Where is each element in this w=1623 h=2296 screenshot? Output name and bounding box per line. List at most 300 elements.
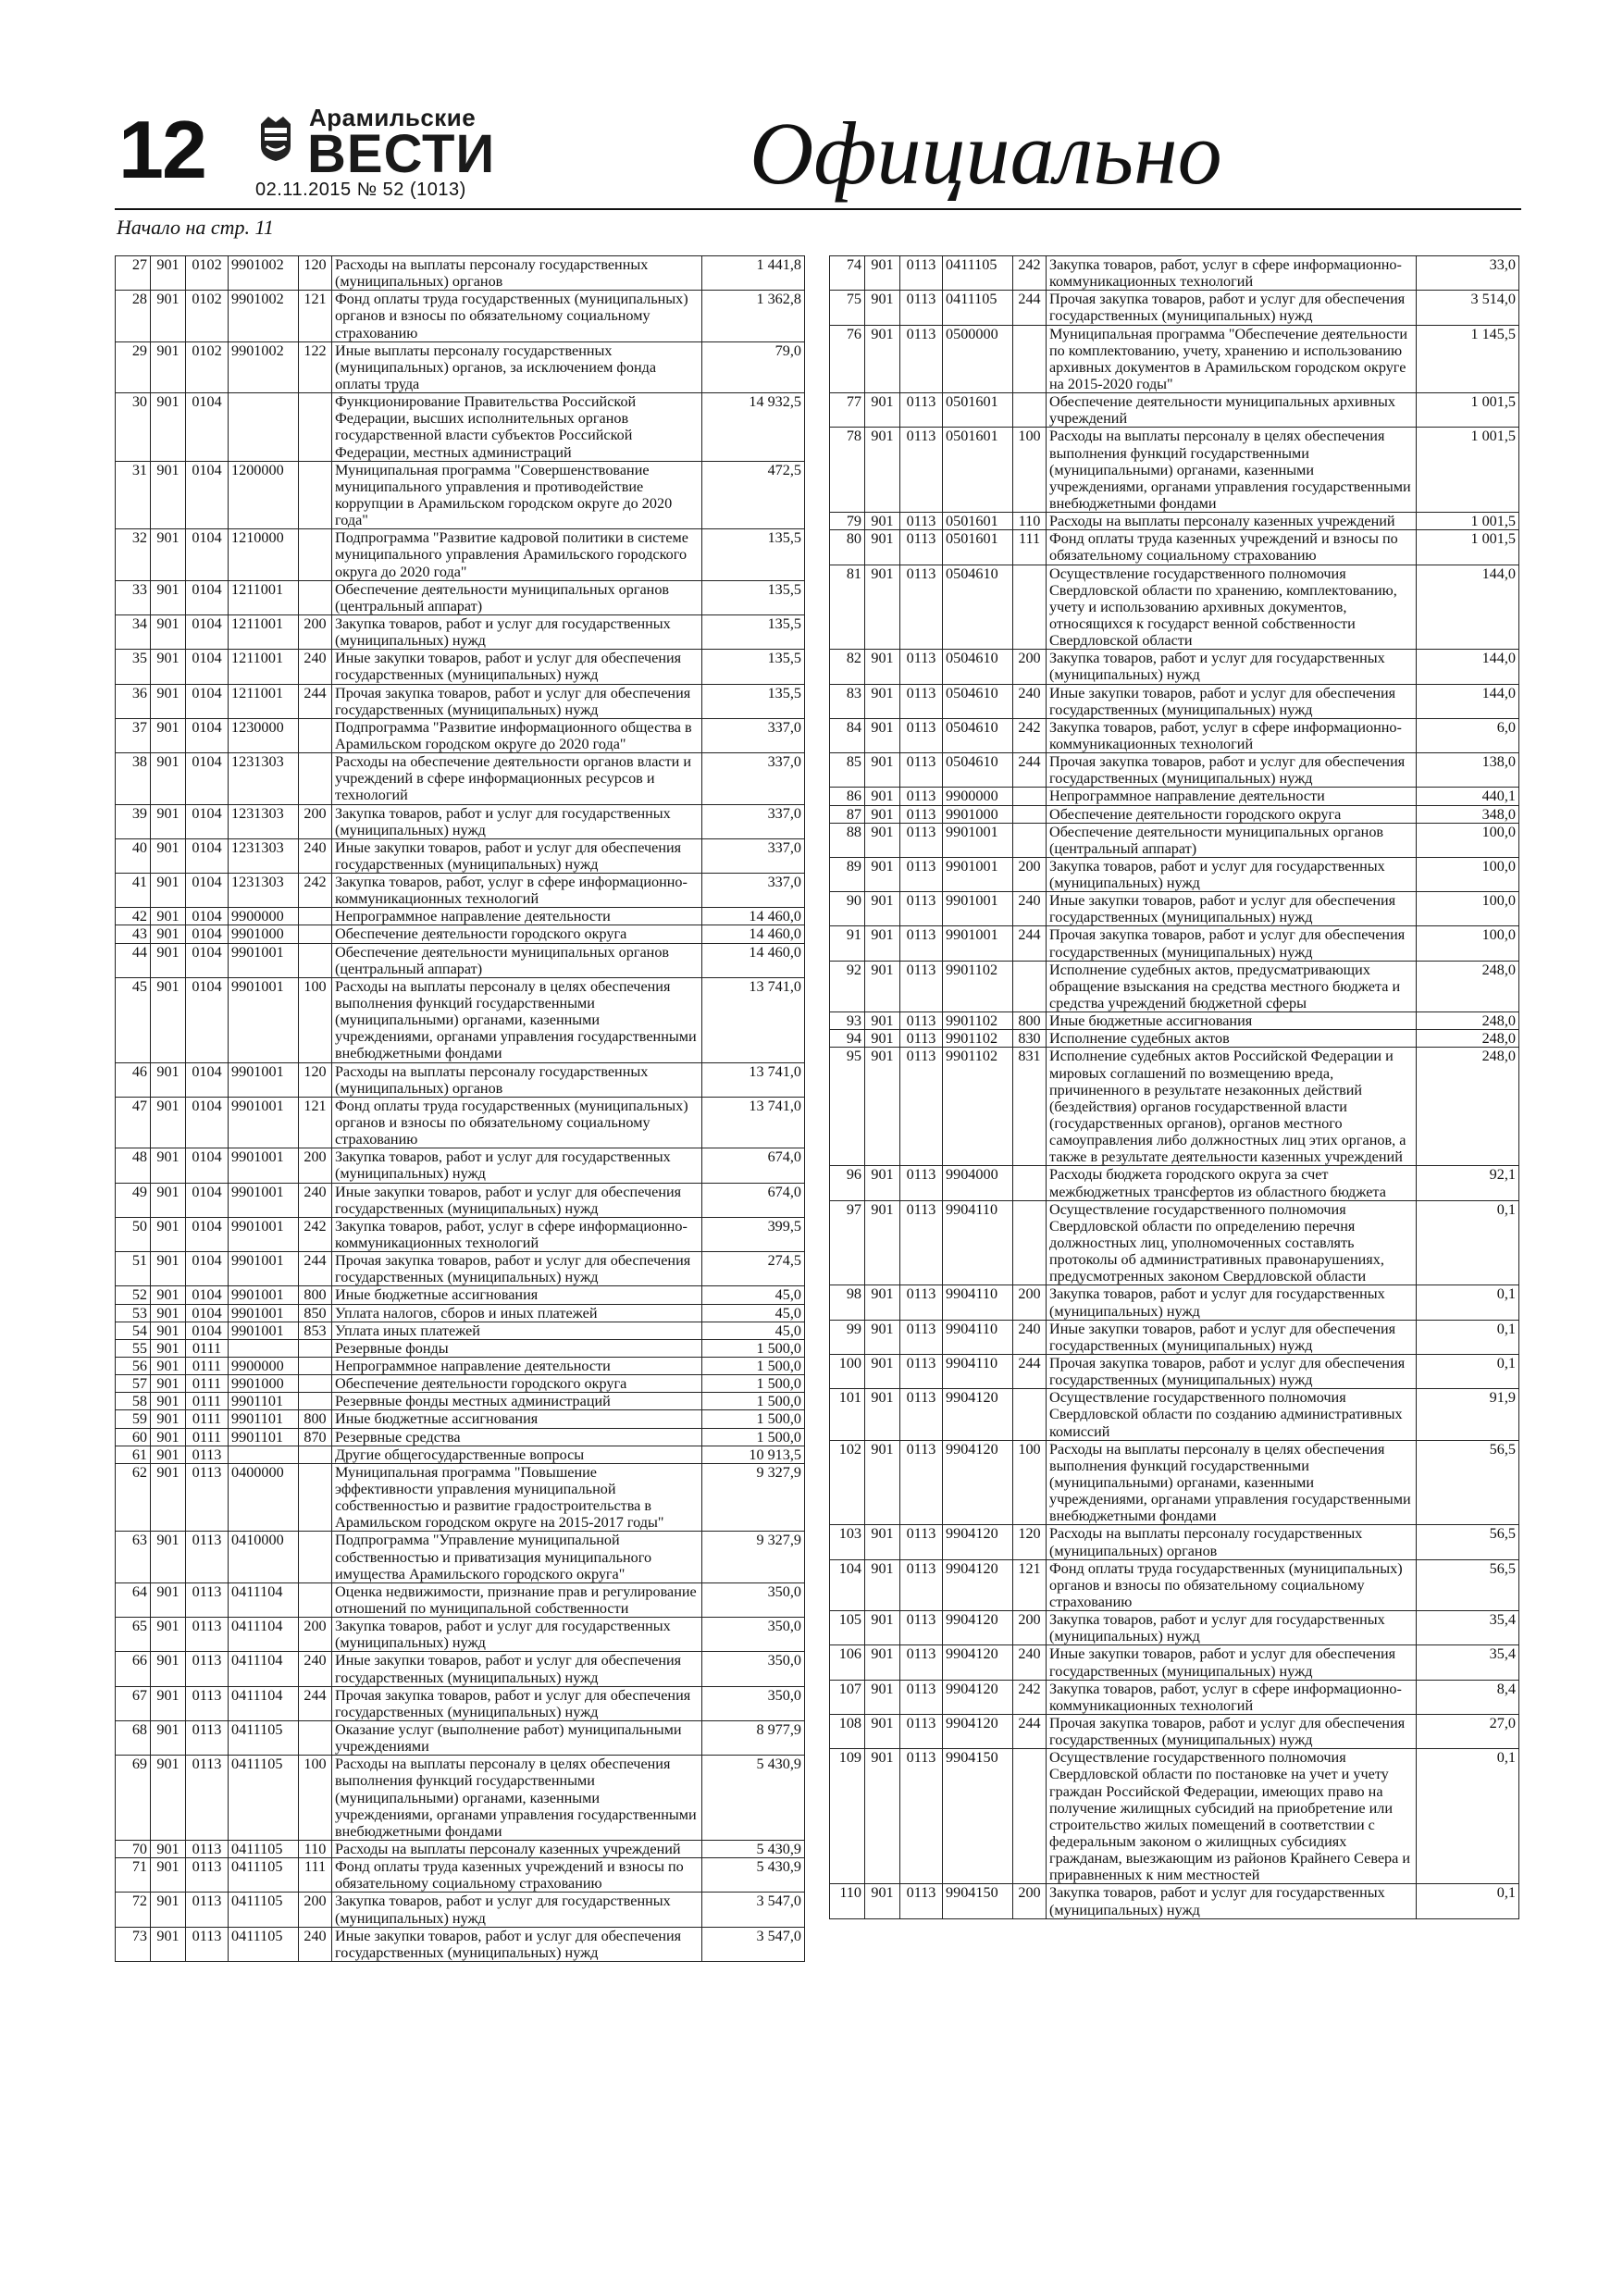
section-code-cell: 0113 [900, 1714, 943, 1748]
target-article-code-cell: 0411105 [943, 256, 1013, 291]
row-number-cell: 55 [116, 1339, 151, 1357]
amount-cell: 144,0 [1417, 650, 1519, 684]
ministry-code-cell: 901 [151, 1893, 186, 1927]
description-cell: Обеспечение деятельности муниципальных органов (центральный аппарат) [332, 580, 702, 614]
section-code-cell: 0113 [900, 1166, 943, 1200]
expense-type-code-cell: 120 [299, 256, 332, 291]
description-cell: Расходы на выплаты персоналу государственных (муниципальных) органов [1047, 1525, 1417, 1559]
section-code-cell: 0113 [900, 1285, 943, 1320]
row-number-cell: 107 [830, 1680, 865, 1714]
description-cell: Закупка товаров, работ, услуг в сфере информационно-коммуникационных технологий [1047, 718, 1417, 752]
ministry-code-cell: 901 [151, 291, 186, 341]
row-number-cell: 89 [830, 857, 865, 891]
expense-type-code-cell: 100 [1013, 1440, 1047, 1525]
description-cell: Муниципальная программа "Повышение эффективности управления муниципальной собственностью и развитие градостроительства в Арамильском городском округе на 2015-2017 годы" [332, 1463, 702, 1532]
target-article-code-cell: 9904120 [943, 1645, 1013, 1680]
amount-cell: 0,1 [1417, 1200, 1519, 1285]
description-cell: Расходы на выплаты персоналу в целях обеспечения выполнения функций государственными (муниципальными) органами, казенными учреждениями, органами управления государственными внебюджетными фондами [332, 977, 702, 1062]
description-cell: Фонд оплаты труда государственных (муниципальных) органов и взносы по обязательному социальному страхованию [332, 291, 702, 341]
row-number-cell: 97 [830, 1200, 865, 1285]
amount-cell: 1 500,0 [702, 1393, 805, 1410]
row-number-cell: 35 [116, 650, 151, 684]
ministry-code-cell: 901 [865, 291, 900, 325]
expense-type-code-cell [299, 718, 332, 752]
table-row [830, 684, 1519, 718]
expense-type-code-cell [299, 1532, 332, 1582]
expense-type-code-cell [299, 1358, 332, 1375]
table-row [116, 1720, 805, 1755]
target-article-code-cell: 9901001 [229, 1217, 299, 1251]
ministry-code-cell: 901 [865, 1680, 900, 1714]
expense-type-code-cell: 200 [1013, 1884, 1047, 1918]
table-row [830, 1645, 1519, 1680]
table-row [116, 580, 805, 614]
target-article-code-cell: 9901000 [229, 1375, 299, 1393]
description-cell: Непрограммное направление деятельности [332, 1358, 702, 1375]
amount-cell: 0,1 [1417, 1320, 1519, 1354]
amount-cell: 0,1 [1417, 1285, 1519, 1320]
continued-from-note: Начало на стр. 11 [117, 216, 274, 239]
table-row [116, 1375, 805, 1393]
target-article-code-cell: 9904110 [943, 1320, 1013, 1354]
expense-type-code-cell: 800 [299, 1410, 332, 1428]
amount-cell: 1 500,0 [702, 1428, 805, 1446]
section-code-cell: 0113 [900, 513, 943, 530]
amount-cell: 100,0 [1417, 892, 1519, 926]
target-article-code-cell: 0411105 [229, 1756, 299, 1841]
amount-cell: 45,0 [702, 1286, 805, 1304]
amount-cell: 440,1 [1417, 788, 1519, 805]
target-article-code-cell: 9901001 [229, 1097, 299, 1148]
table-row [830, 393, 1519, 428]
table-row [116, 838, 805, 873]
ministry-code-cell: 901 [151, 908, 186, 925]
expense-type-code-cell: 830 [1013, 1030, 1047, 1048]
target-article-code-cell: 9901002 [229, 341, 299, 392]
ministry-code-cell: 901 [151, 1582, 186, 1617]
description-cell: Прочая закупка товаров, работ и услуг для обеспечения государственных (муниципальных) нужд [332, 684, 702, 718]
table-row [116, 1097, 805, 1148]
row-number-cell: 48 [116, 1148, 151, 1183]
description-cell: Иные закупки товаров, работ и услуг для обеспечения государственных (муниципальных) нужд [332, 1927, 702, 1961]
row-number-cell: 74 [830, 256, 865, 291]
target-article-code-cell: 9904110 [943, 1200, 1013, 1285]
table-row [116, 925, 805, 943]
row-number-cell: 38 [116, 753, 151, 804]
description-cell: Оказание услуг (выполнение работ) муниципальными учреждениями [332, 1720, 702, 1755]
description-cell: Фонд оплаты труда государственных (муниципальных) органов и взносы по обязательному социальному страхованию [1047, 1559, 1417, 1610]
ministry-code-cell: 901 [151, 943, 186, 977]
amount-cell: 350,0 [702, 1618, 805, 1652]
description-cell: Исполнение судебных актов [1047, 1030, 1417, 1048]
amount-cell: 337,0 [702, 804, 805, 838]
target-article-code-cell: 0504610 [943, 684, 1013, 718]
amount-cell: 5 430,9 [702, 1756, 805, 1841]
table-row [116, 874, 805, 908]
target-article-code-cell: 9901102 [943, 1012, 1013, 1030]
amount-cell: 144,0 [1417, 684, 1519, 718]
row-number-cell: 62 [116, 1463, 151, 1532]
expense-type-code-cell: 200 [1013, 1611, 1047, 1645]
row-number-cell: 75 [830, 291, 865, 325]
description-cell: Прочая закупка товаров, работ и услуг для обеспечения государственных (муниципальных) нужд [332, 1252, 702, 1286]
amount-cell: 91,9 [1417, 1389, 1519, 1440]
description-cell: Непрограммное направление деятельности [332, 908, 702, 925]
description-cell: Иные закупки товаров, работ и услуг для обеспечения государственных (муниципальных) нужд [332, 1652, 702, 1686]
ministry-code-cell: 901 [865, 926, 900, 961]
ministry-code-cell: 901 [151, 1097, 186, 1148]
description-cell: Закупка товаров, работ и услуг для государственных (муниципальных) нужд [332, 614, 702, 649]
amount-cell: 350,0 [702, 1652, 805, 1686]
row-number-cell: 28 [116, 291, 151, 341]
amount-cell: 135,5 [702, 650, 805, 684]
description-cell: Муниципальная программа "Совершенствование муниципального управления и противодействие коррупции в Арамильском городском округе до 2020 года" [332, 461, 702, 529]
row-number-cell: 82 [830, 650, 865, 684]
ministry-code-cell: 901 [151, 977, 186, 1062]
target-article-code-cell: 1231303 [229, 804, 299, 838]
target-article-code-cell: 9901102 [943, 961, 1013, 1011]
ministry-code-cell: 901 [151, 1286, 186, 1304]
description-cell: Прочая закупка товаров, работ и услуг для обеспечения государственных (муниципальных) нужд [1047, 291, 1417, 325]
row-number-cell: 37 [116, 718, 151, 752]
amount-cell: 14 932,5 [702, 393, 805, 462]
expense-type-code-cell: 200 [1013, 857, 1047, 891]
description-cell: Прочая закупка товаров, работ и услуг для обеспечения государственных (муниципальных) нужд [1047, 926, 1417, 961]
amount-cell: 13 741,0 [702, 1097, 805, 1148]
table-row [116, 291, 805, 341]
ministry-code-cell: 901 [151, 393, 186, 462]
ministry-code-cell: 901 [151, 1148, 186, 1183]
section-code-cell: 0113 [186, 1463, 229, 1532]
target-article-code-cell: 0501601 [943, 530, 1013, 565]
row-number-cell: 76 [830, 325, 865, 393]
target-article-code-cell [229, 1339, 299, 1357]
amount-cell: 135,5 [702, 529, 805, 580]
ministry-code-cell: 901 [865, 1714, 900, 1748]
expense-type-code-cell: 244 [1013, 753, 1047, 788]
ministry-code-cell: 901 [151, 1532, 186, 1582]
table-row [830, 788, 1519, 805]
target-article-code-cell: 9904120 [943, 1611, 1013, 1645]
section-code-cell: 0113 [900, 1645, 943, 1680]
amount-cell: 248,0 [1417, 1048, 1519, 1166]
section-code-cell: 0113 [186, 1652, 229, 1686]
expense-type-code-cell: 121 [299, 1097, 332, 1148]
target-article-code-cell: 0411104 [229, 1652, 299, 1686]
section-code-cell: 0113 [900, 823, 943, 857]
description-cell: Уплата иных платежей [332, 1322, 702, 1339]
row-number-cell: 67 [116, 1686, 151, 1720]
table-row [830, 1440, 1519, 1525]
row-number-cell: 79 [830, 513, 865, 530]
section-code-cell: 0104 [186, 393, 229, 462]
description-cell: Расходы на обеспечение деятельности органов власти и учреждений в сфере информационных ресурсов и технологий [332, 753, 702, 804]
section-code-cell: 0104 [186, 614, 229, 649]
newspaper-logo[interactable] [257, 102, 496, 185]
row-number-cell: 110 [830, 1884, 865, 1918]
description-cell: Расходы на выплаты персоналу в целях обеспечения выполнения функций государственными (муниципальными) органами, казенными учреждениями, органами управления государственными внебюджетными фондами [1047, 1440, 1417, 1525]
ministry-code-cell: 901 [151, 804, 186, 838]
ministry-code-cell: 901 [865, 892, 900, 926]
expense-type-code-cell [299, 1446, 332, 1463]
section-code-cell: 0111 [186, 1375, 229, 1393]
description-cell: Обеспечение деятельности муниципальных архивных учреждений [1047, 393, 1417, 428]
ministry-code-cell: 901 [865, 256, 900, 291]
ministry-code-cell: 901 [865, 788, 900, 805]
table-row [830, 256, 1519, 291]
ministry-code-cell: 901 [865, 1355, 900, 1389]
amount-cell: 138,0 [1417, 753, 1519, 788]
row-number-cell: 40 [116, 838, 151, 873]
ministry-code-cell: 901 [865, 1749, 900, 1884]
section-code-cell: 0104 [186, 580, 229, 614]
table-row [116, 393, 805, 462]
target-article-code-cell: 9901001 [229, 1252, 299, 1286]
ministry-code-cell: 901 [865, 1048, 900, 1166]
ministry-code-cell: 901 [151, 925, 186, 943]
description-cell: Прочая закупка товаров, работ и услуг для обеспечения государственных (муниципальных) нужд [1047, 753, 1417, 788]
description-cell: Муниципальная программа "Обеспечение деятельности по комплектованию, учету, хранению и использованию архивных документов в Арамильском городском округе на 2015-2020 годы" [1047, 325, 1417, 393]
expense-type-code-cell [299, 580, 332, 614]
table-row [830, 1714, 1519, 1748]
expense-type-code-cell: 240 [1013, 1320, 1047, 1354]
target-article-code-cell: 9900000 [229, 908, 299, 925]
target-article-code-cell: 1210000 [229, 529, 299, 580]
expense-type-code-cell: 110 [1013, 513, 1047, 530]
section-code-cell: 0113 [900, 753, 943, 788]
table-row [830, 428, 1519, 513]
description-cell: Иные закупки товаров, работ и услуг для обеспечения государственных (муниципальных) нужд [332, 838, 702, 873]
table-row [116, 1686, 805, 1720]
expense-type-code-cell: 244 [299, 1252, 332, 1286]
expense-type-code-cell: 853 [299, 1322, 332, 1339]
section-code-cell: 0113 [900, 650, 943, 684]
row-number-cell: 59 [116, 1410, 151, 1428]
amount-cell: 56,5 [1417, 1559, 1519, 1610]
table-row [830, 530, 1519, 565]
section-code-cell: 0104 [186, 874, 229, 908]
row-number-cell: 93 [830, 1012, 865, 1030]
ministry-code-cell: 901 [865, 530, 900, 565]
section-code-cell: 0113 [900, 325, 943, 393]
target-article-code-cell: 0411104 [229, 1582, 299, 1617]
amount-cell: 337,0 [702, 838, 805, 873]
row-number-cell: 100 [830, 1355, 865, 1389]
row-number-cell: 72 [116, 1893, 151, 1927]
expense-type-code-cell: 110 [299, 1840, 332, 1857]
amount-cell: 3 547,0 [702, 1893, 805, 1927]
expense-type-code-cell: 100 [1013, 428, 1047, 513]
target-article-code-cell: 9904120 [943, 1559, 1013, 1610]
expense-type-code-cell: 242 [1013, 256, 1047, 291]
row-number-cell: 70 [116, 1840, 151, 1857]
row-number-cell: 63 [116, 1532, 151, 1582]
page-number: 12 [118, 104, 205, 195]
expense-type-code-cell: 244 [1013, 1714, 1047, 1748]
logo-main-text: ВЕСТИ [307, 124, 496, 184]
budget-table-right [829, 255, 1519, 1919]
expense-type-code-cell: 200 [1013, 650, 1047, 684]
ministry-code-cell: 901 [151, 650, 186, 684]
description-cell: Оценка недвижимости, признание прав и регулирование отношений по муниципальной собственности [332, 1582, 702, 1617]
table-row [116, 804, 805, 838]
amount-cell: 1 441,8 [702, 256, 805, 291]
target-article-code-cell: 1231303 [229, 838, 299, 873]
description-cell: Иные закупки товаров, работ и услуг для обеспечения государственных (муниципальных) нужд [332, 650, 702, 684]
expense-type-code-cell [299, 943, 332, 977]
section-code-cell: 0104 [186, 804, 229, 838]
description-cell: Непрограммное направление деятельности [1047, 788, 1417, 805]
description-cell: Прочая закупка товаров, работ и услуг для обеспечения государственных (муниципальных) нужд [1047, 1714, 1417, 1748]
target-article-code-cell: 1211001 [229, 684, 299, 718]
section-code-cell: 0104 [186, 943, 229, 977]
expense-type-code-cell [1013, 565, 1047, 650]
row-number-cell: 81 [830, 565, 865, 650]
amount-cell: 8 977,9 [702, 1720, 805, 1755]
ministry-code-cell: 901 [151, 1686, 186, 1720]
description-cell: Подпрограмма "Развитие кадровой политики в системе муниципального управления Арамильского городского округа до 2020 года" [332, 529, 702, 580]
target-article-code-cell: 9901102 [943, 1048, 1013, 1166]
target-article-code-cell: 0411105 [943, 291, 1013, 325]
row-number-cell: 34 [116, 614, 151, 649]
ministry-code-cell: 901 [151, 1858, 186, 1893]
row-number-cell: 94 [830, 1030, 865, 1048]
ministry-code-cell: 901 [151, 753, 186, 804]
amount-cell: 274,5 [702, 1252, 805, 1286]
amount-cell: 5 430,9 [702, 1858, 805, 1893]
ministry-code-cell: 901 [151, 1720, 186, 1755]
ministry-code-cell: 901 [151, 874, 186, 908]
expense-type-code-cell: 242 [1013, 718, 1047, 752]
expense-type-code-cell: 244 [1013, 1355, 1047, 1389]
amount-cell: 1 362,8 [702, 291, 805, 341]
amount-cell: 135,5 [702, 684, 805, 718]
section-code-cell: 0113 [900, 565, 943, 650]
section-code-cell: 0113 [900, 1355, 943, 1389]
amount-cell: 100,0 [1417, 857, 1519, 891]
section-code-cell: 0104 [186, 529, 229, 580]
expense-type-code-cell: 831 [1013, 1048, 1047, 1166]
expense-type-code-cell [299, 1375, 332, 1393]
table-row [116, 461, 805, 529]
description-cell: Иные выплаты персоналу государственных (муниципальных) органов, за исключением фонда оплаты труда [332, 341, 702, 392]
row-number-cell: 103 [830, 1525, 865, 1559]
target-article-code-cell: 9901101 [229, 1410, 299, 1428]
ministry-code-cell: 901 [151, 529, 186, 580]
section-code-cell: 0113 [900, 256, 943, 291]
section-code-cell: 0104 [186, 718, 229, 752]
amount-cell: 92,1 [1417, 1166, 1519, 1200]
logo-top-text: Арамильские [309, 104, 477, 131]
row-number-cell: 56 [116, 1358, 151, 1375]
table-row [116, 1428, 805, 1446]
row-number-cell: 109 [830, 1749, 865, 1884]
ministry-code-cell: 901 [865, 650, 900, 684]
amount-cell: 13 741,0 [702, 977, 805, 1062]
table-row [116, 1858, 805, 1893]
table-row [830, 1320, 1519, 1354]
section-code-cell: 0104 [186, 925, 229, 943]
target-article-code-cell: 9900000 [229, 1358, 299, 1375]
row-number-cell: 71 [116, 1858, 151, 1893]
row-number-cell: 78 [830, 428, 865, 513]
section-code-cell: 0104 [186, 461, 229, 529]
amount-cell: 79,0 [702, 341, 805, 392]
description-cell: Обеспечение деятельности городского округа [332, 1375, 702, 1393]
ministry-code-cell: 901 [151, 1062, 186, 1097]
target-article-code-cell: 0411105 [229, 1893, 299, 1927]
section-code-cell: 0113 [900, 1200, 943, 1285]
expense-type-code-cell [1013, 788, 1047, 805]
amount-cell: 248,0 [1417, 961, 1519, 1011]
row-number-cell: 91 [830, 926, 865, 961]
table-row [116, 1840, 805, 1857]
section-code-cell: 0102 [186, 256, 229, 291]
city-emblem-icon [257, 111, 294, 163]
target-article-code-cell: 1211001 [229, 580, 299, 614]
section-code-cell: 0102 [186, 341, 229, 392]
table-row [830, 718, 1519, 752]
expense-type-code-cell: 240 [299, 838, 332, 873]
table-row [830, 892, 1519, 926]
target-article-code-cell: 9901001 [229, 1304, 299, 1322]
target-article-code-cell: 0400000 [229, 1463, 299, 1532]
table-row [116, 1410, 805, 1428]
table-row [116, 908, 805, 925]
expense-type-code-cell [299, 461, 332, 529]
table-row [830, 1048, 1519, 1166]
section-code-cell: 0113 [900, 1680, 943, 1714]
amount-cell: 348,0 [1417, 805, 1519, 823]
section-code-cell: 0113 [900, 1320, 943, 1354]
amount-cell: 56,5 [1417, 1440, 1519, 1525]
expense-type-code-cell: 244 [1013, 291, 1047, 325]
expense-type-code-cell [299, 393, 332, 462]
table-row [116, 1062, 805, 1097]
section-code-cell: 0113 [186, 1756, 229, 1841]
amount-cell: 1 500,0 [702, 1410, 805, 1428]
section-code-cell: 0104 [186, 1304, 229, 1322]
ministry-code-cell: 901 [865, 1525, 900, 1559]
expense-type-code-cell: 200 [299, 1148, 332, 1183]
amount-cell: 144,0 [1417, 565, 1519, 650]
description-cell: Закупка товаров, работ и услуг для государственных (муниципальных) нужд [1047, 1884, 1417, 1918]
row-number-cell: 86 [830, 788, 865, 805]
amount-cell: 14 460,0 [702, 943, 805, 977]
expense-type-code-cell [1013, 1749, 1047, 1884]
table-row [830, 961, 1519, 1011]
row-number-cell: 102 [830, 1440, 865, 1525]
section-code-cell: 0113 [900, 1884, 943, 1918]
description-cell: Иные закупки товаров, работ и услуг для обеспечения государственных (муниципальных) нужд [1047, 1645, 1417, 1680]
row-number-cell: 60 [116, 1428, 151, 1446]
row-number-cell: 53 [116, 1304, 151, 1322]
target-article-code-cell: 9904120 [943, 1440, 1013, 1525]
target-article-code-cell: 9901000 [943, 805, 1013, 823]
expense-type-code-cell [1013, 805, 1047, 823]
ministry-code-cell: 901 [151, 1410, 186, 1428]
section-code-cell: 0104 [186, 1286, 229, 1304]
target-article-code-cell: 9904150 [943, 1749, 1013, 1884]
target-article-code-cell: 9904150 [943, 1884, 1013, 1918]
row-number-cell: 39 [116, 804, 151, 838]
description-cell: Осуществление государственного полномочия Свердловской области по хранению, комплектованию, учету и использованию архивных документов, относящихся к государст венной собственности Свердловской области [1047, 565, 1417, 650]
amount-cell: 1 500,0 [702, 1358, 805, 1375]
expense-type-code-cell: 870 [299, 1428, 332, 1446]
table-row [830, 926, 1519, 961]
row-number-cell: 36 [116, 684, 151, 718]
expense-type-code-cell: 120 [299, 1062, 332, 1097]
